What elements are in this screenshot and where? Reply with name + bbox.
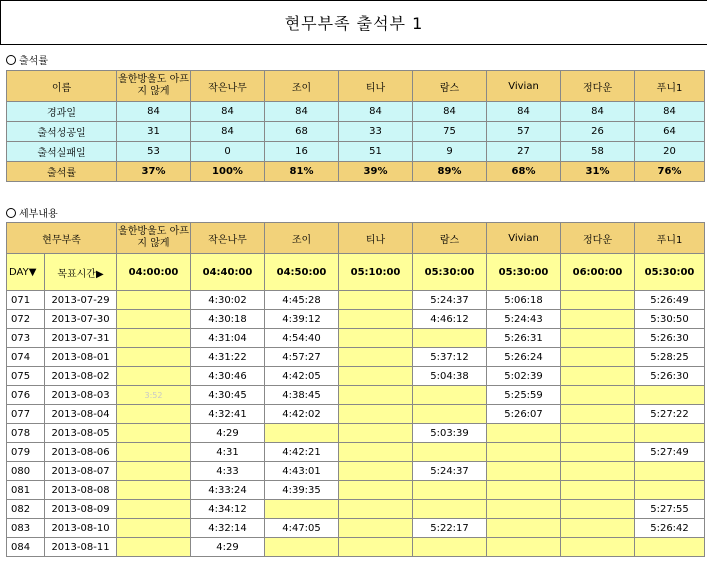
time-cell[interactable]: 5:25:59 xyxy=(487,386,561,405)
time-cell[interactable] xyxy=(339,481,413,500)
header-cell-member[interactable]: 티나 xyxy=(339,223,413,254)
time-cell[interactable]: 5:06:18 xyxy=(487,291,561,310)
time-cell[interactable]: 5:24:37 xyxy=(413,291,487,310)
summary-cell[interactable]: 0 xyxy=(191,142,265,162)
time-cell[interactable]: 5:27:55 xyxy=(635,500,705,519)
time-cell[interactable] xyxy=(339,500,413,519)
time-cell[interactable] xyxy=(487,443,561,462)
section-attendance-rate xyxy=(6,52,48,67)
time-cell[interactable]: 4:33 xyxy=(191,462,265,481)
detail-row xyxy=(7,462,705,481)
summary-cell[interactable]: 84 xyxy=(635,102,705,122)
header-cell-member[interactable]: Vivian xyxy=(487,71,561,102)
time-cell[interactable]: 5:26:49 xyxy=(635,291,705,310)
detail-row xyxy=(7,500,705,519)
time-cell[interactable]: 4:32:14 xyxy=(191,519,265,538)
date-cell[interactable]: 2013-07-29 xyxy=(45,291,117,310)
header-cell-member[interactable]: 조이 xyxy=(265,223,339,254)
day-cell[interactable]: 077 xyxy=(7,405,45,424)
time-cell[interactable] xyxy=(561,367,635,386)
date-cell[interactable]: 2013-08-08 xyxy=(45,481,117,500)
target-time-cell[interactable]: 06:00:00 xyxy=(561,254,635,291)
date-cell[interactable]: 2013-08-10 xyxy=(45,519,117,538)
target-time-label[interactable]: 목표시간▶ xyxy=(45,254,117,291)
header-cell-member[interactable]: 작은나무 xyxy=(191,71,265,102)
time-cell[interactable] xyxy=(339,291,413,310)
day-cell[interactable]: 074 xyxy=(7,348,45,367)
detail-row xyxy=(7,443,705,462)
detail-row xyxy=(7,367,705,386)
date-cell[interactable]: 2013-08-03 xyxy=(45,386,117,405)
time-cell[interactable]: 5:27:22 xyxy=(635,405,705,424)
time-cell[interactable] xyxy=(413,386,487,405)
date-cell[interactable]: 2013-08-09 xyxy=(45,500,117,519)
time-cell[interactable]: 4:29 xyxy=(191,424,265,443)
time-cell[interactable] xyxy=(117,500,191,519)
summary-row xyxy=(7,102,705,122)
target-time-row xyxy=(7,254,705,291)
header-cell-member[interactable]: 티나 xyxy=(339,71,413,102)
attendance-summary-table xyxy=(6,70,705,182)
time-cell[interactable]: 5:26:30 xyxy=(635,329,705,348)
time-cell[interactable]: 4:39:35 xyxy=(265,481,339,500)
day-cell[interactable]: 082 xyxy=(7,500,45,519)
date-cell[interactable]: 2013-08-06 xyxy=(45,443,117,462)
time-cell[interactable] xyxy=(339,310,413,329)
time-cell[interactable] xyxy=(561,481,635,500)
summary-cell[interactable]: 75 xyxy=(413,122,487,142)
day-cell[interactable]: 075 xyxy=(7,367,45,386)
time-cell[interactable]: 5:26:30 xyxy=(635,367,705,386)
day-cell[interactable]: 078 xyxy=(7,424,45,443)
time-cell[interactable] xyxy=(413,500,487,519)
summary-cell[interactable]: 84 xyxy=(339,102,413,122)
time-cell[interactable] xyxy=(561,329,635,348)
time-cell[interactable] xyxy=(117,424,191,443)
date-cell[interactable]: 2013-08-04 xyxy=(45,405,117,424)
summary-cell[interactable]: 58 xyxy=(561,142,635,162)
target-time-cell[interactable]: 05:10:00 xyxy=(339,254,413,291)
summary-cell[interactable]: 33 xyxy=(339,122,413,142)
day-cell[interactable]: 079 xyxy=(7,443,45,462)
detail-row xyxy=(7,329,705,348)
summary-cell[interactable]: 39% xyxy=(339,162,413,182)
date-cell[interactable]: 2013-08-02 xyxy=(45,367,117,386)
summary-row-label[interactable]: 출석실패일 xyxy=(7,142,117,162)
detail-row xyxy=(7,519,705,538)
summary-row-label[interactable]: 출석성공일 xyxy=(7,122,117,142)
time-cell[interactable]: 4:31:22 xyxy=(191,348,265,367)
detail-row xyxy=(7,348,705,367)
date-cell[interactable]: 2013-08-11 xyxy=(45,538,117,557)
time-cell[interactable]: 4:54:40 xyxy=(265,329,339,348)
summary-cell[interactable]: 37% xyxy=(117,162,191,182)
time-cell[interactable] xyxy=(635,538,705,557)
time-cell[interactable]: 5:28:25 xyxy=(635,348,705,367)
time-cell[interactable] xyxy=(117,405,191,424)
summary-cell[interactable]: 89% xyxy=(413,162,487,182)
time-cell[interactable] xyxy=(487,462,561,481)
time-cell[interactable] xyxy=(561,310,635,329)
time-cell[interactable] xyxy=(487,481,561,500)
time-cell[interactable] xyxy=(561,424,635,443)
day-cell[interactable]: 083 xyxy=(7,519,45,538)
time-cell[interactable]: 5:27:49 xyxy=(635,443,705,462)
time-cell[interactable]: 4:57:27 xyxy=(265,348,339,367)
header-cell-tribe[interactable]: 현무부족 xyxy=(7,223,117,254)
day-cell[interactable]: 073 xyxy=(7,329,45,348)
date-cell[interactable]: 2013-08-01 xyxy=(45,348,117,367)
target-time-cell[interactable]: 05:30:00 xyxy=(635,254,705,291)
date-cell[interactable]: 2013-07-31 xyxy=(45,329,117,348)
detail-row xyxy=(7,310,705,329)
summary-row xyxy=(7,122,705,142)
summary-cell[interactable]: 76% xyxy=(635,162,705,182)
detail-row xyxy=(7,386,705,405)
time-cell[interactable]: 4:30:45 xyxy=(191,386,265,405)
time-cell[interactable]: 4:38:45 xyxy=(265,386,339,405)
summary-cell[interactable]: 84 xyxy=(265,102,339,122)
time-cell[interactable] xyxy=(117,348,191,367)
summary-cell[interactable]: 84 xyxy=(413,102,487,122)
time-cell[interactable]: 4:34:12 xyxy=(191,500,265,519)
day-sort-label[interactable]: DAY▼ xyxy=(7,254,45,291)
time-cell[interactable] xyxy=(117,481,191,500)
day-cell[interactable]: 072 xyxy=(7,310,45,329)
header-cell-member[interactable]: 작은나무 xyxy=(191,223,265,254)
time-cell[interactable] xyxy=(117,291,191,310)
summary-row xyxy=(7,142,705,162)
detail-row xyxy=(7,424,705,443)
time-cell[interactable] xyxy=(117,367,191,386)
day-cell[interactable]: 084 xyxy=(7,538,45,557)
summary-cell[interactable]: 68 xyxy=(265,122,339,142)
section-label: 세부내용 xyxy=(19,209,58,220)
summary-cell[interactable]: 81% xyxy=(265,162,339,182)
time-cell[interactable] xyxy=(561,386,635,405)
time-cell[interactable] xyxy=(487,424,561,443)
time-cell[interactable] xyxy=(635,462,705,481)
time-cell[interactable]: 5:26:24 xyxy=(487,348,561,367)
time-cell[interactable]: 4:46:12 xyxy=(413,310,487,329)
date-cell[interactable]: 2013-08-05 xyxy=(45,424,117,443)
time-cell[interactable] xyxy=(117,462,191,481)
day-cell[interactable]: 080 xyxy=(7,462,45,481)
header-cell-member[interactable]: 람스 xyxy=(413,223,487,254)
time-cell[interactable] xyxy=(561,519,635,538)
summary-cell[interactable]: 100% xyxy=(191,162,265,182)
time-cell[interactable]: 4:30:18 xyxy=(191,310,265,329)
time-cell[interactable] xyxy=(561,500,635,519)
summary-cell[interactable]: 9 xyxy=(413,142,487,162)
date-cell[interactable]: 2013-08-07 xyxy=(45,462,117,481)
time-cell[interactable]: 5:30:50 xyxy=(635,310,705,329)
header-cell-member[interactable]: 정다운 xyxy=(561,71,635,102)
time-cell[interactable]: 5:04:38 xyxy=(413,367,487,386)
time-cell[interactable]: 4:42:21 xyxy=(265,443,339,462)
time-cell[interactable]: 5:26:07 xyxy=(487,405,561,424)
summary-cell[interactable]: 27 xyxy=(487,142,561,162)
time-cell[interactable] xyxy=(413,329,487,348)
time-cell[interactable] xyxy=(561,405,635,424)
date-cell[interactable]: 2013-07-30 xyxy=(45,310,117,329)
summary-cell[interactable]: 31 xyxy=(117,122,191,142)
time-cell[interactable] xyxy=(117,519,191,538)
time-cell[interactable] xyxy=(413,405,487,424)
time-cell[interactable] xyxy=(339,519,413,538)
time-cell[interactable]: 4:32:41 xyxy=(191,405,265,424)
time-cell[interactable] xyxy=(413,443,487,462)
header-cell-member[interactable]: 푸니1 xyxy=(635,71,705,102)
time-cell[interactable]: 5:03:39 xyxy=(413,424,487,443)
time-cell[interactable]: 5:26:42 xyxy=(635,519,705,538)
time-cell[interactable]: 4:30:02 xyxy=(191,291,265,310)
summary-cell[interactable]: 51 xyxy=(339,142,413,162)
time-cell[interactable] xyxy=(487,538,561,557)
time-cell[interactable] xyxy=(487,519,561,538)
time-cell[interactable] xyxy=(339,405,413,424)
circle-icon xyxy=(6,55,16,65)
detail-row xyxy=(7,481,705,500)
time-cell[interactable] xyxy=(635,386,705,405)
time-cell[interactable]: 4:43:01 xyxy=(265,462,339,481)
time-cell[interactable]: 5:37:12 xyxy=(413,348,487,367)
time-cell[interactable]: 4:33:24 xyxy=(191,481,265,500)
time-cell[interactable] xyxy=(561,538,635,557)
time-cell[interactable]: 4:42:05 xyxy=(265,367,339,386)
time-cell[interactable] xyxy=(339,424,413,443)
target-time-cell[interactable]: 04:00:00 xyxy=(117,254,191,291)
time-cell[interactable] xyxy=(561,348,635,367)
summary-row-label[interactable]: 경과일 xyxy=(7,102,117,122)
day-cell[interactable]: 081 xyxy=(7,481,45,500)
time-cell[interactable] xyxy=(339,538,413,557)
section-label: 출석률 xyxy=(19,56,48,67)
time-cell[interactable]: 5:26:31 xyxy=(487,329,561,348)
summary-cell[interactable]: 57 xyxy=(487,122,561,142)
time-cell[interactable] xyxy=(117,310,191,329)
time-cell[interactable]: 4:39:12 xyxy=(265,310,339,329)
summary-cell[interactable]: 53 xyxy=(117,142,191,162)
summary-cell[interactable]: 16 xyxy=(265,142,339,162)
time-cell[interactable] xyxy=(265,424,339,443)
header-cell-member[interactable]: 람스 xyxy=(413,71,487,102)
header-cell-member[interactable]: 조이 xyxy=(265,71,339,102)
summary-cell[interactable]: 84 xyxy=(191,102,265,122)
circle-icon xyxy=(6,208,16,218)
detail-row xyxy=(7,538,705,557)
time-cell[interactable] xyxy=(339,462,413,481)
attendance-detail-table xyxy=(6,222,705,557)
detail-row xyxy=(7,291,705,310)
time-cell[interactable] xyxy=(117,538,191,557)
summary-cell[interactable]: 84 xyxy=(191,122,265,142)
time-cell[interactable]: 3:52 xyxy=(117,386,191,405)
day-cell[interactable]: 076 xyxy=(7,386,45,405)
time-cell[interactable] xyxy=(265,500,339,519)
time-cell[interactable] xyxy=(561,462,635,481)
time-cell[interactable] xyxy=(561,291,635,310)
summary-cell[interactable]: 64 xyxy=(635,122,705,142)
time-cell[interactable] xyxy=(635,481,705,500)
time-cell[interactable] xyxy=(339,348,413,367)
time-cell[interactable]: 4:30:46 xyxy=(191,367,265,386)
summary-cell[interactable]: 26 xyxy=(561,122,635,142)
summary-header-row xyxy=(7,71,705,102)
time-cell[interactable] xyxy=(117,443,191,462)
time-cell[interactable] xyxy=(561,443,635,462)
time-cell[interactable]: 4:47:05 xyxy=(265,519,339,538)
target-time-cell[interactable]: 04:50:00 xyxy=(265,254,339,291)
header-cell-member[interactable]: Vivian xyxy=(487,223,561,254)
time-cell[interactable] xyxy=(117,329,191,348)
time-cell[interactable] xyxy=(413,481,487,500)
time-cell[interactable] xyxy=(487,500,561,519)
time-cell[interactable]: 4:29 xyxy=(191,538,265,557)
header-cell-member[interactable]: 정다운 xyxy=(561,223,635,254)
summary-row xyxy=(7,162,705,182)
summary-row-label[interactable]: 출석률 xyxy=(7,162,117,182)
detail-row xyxy=(7,405,705,424)
time-cell[interactable]: 4:45:28 xyxy=(265,291,339,310)
time-cell[interactable] xyxy=(339,443,413,462)
target-time-cell[interactable]: 04:40:00 xyxy=(191,254,265,291)
time-cell[interactable]: 4:42:02 xyxy=(265,405,339,424)
header-cell-name[interactable]: 이름 xyxy=(7,71,117,102)
summary-cell[interactable]: 20 xyxy=(635,142,705,162)
summary-cell[interactable]: 84 xyxy=(487,102,561,122)
time-cell[interactable] xyxy=(265,538,339,557)
summary-cell[interactable]: 31% xyxy=(561,162,635,182)
time-cell[interactable]: 5:24:37 xyxy=(413,462,487,481)
time-cell[interactable]: 4:31:04 xyxy=(191,329,265,348)
time-cell[interactable] xyxy=(339,386,413,405)
time-cell[interactable]: 5:22:17 xyxy=(413,519,487,538)
section-detail xyxy=(6,205,58,220)
time-cell[interactable] xyxy=(635,424,705,443)
target-time-cell[interactable]: 05:30:00 xyxy=(487,254,561,291)
header-cell-member[interactable]: 울한방울도 아프지 않게 xyxy=(117,223,191,254)
sheet-title: 현무부족 출석부 1 xyxy=(0,0,707,45)
header-cell-member[interactable]: 푸니1 xyxy=(635,223,705,254)
time-cell[interactable] xyxy=(413,538,487,557)
header-cell-member[interactable]: 울한방울도 아프지 않게 xyxy=(117,71,191,102)
summary-cell[interactable]: 84 xyxy=(117,102,191,122)
summary-cell[interactable]: 84 xyxy=(561,102,635,122)
target-time-cell[interactable]: 05:30:00 xyxy=(413,254,487,291)
time-cell[interactable]: 4:31 xyxy=(191,443,265,462)
time-cell[interactable] xyxy=(339,329,413,348)
time-cell[interactable]: 5:02:39 xyxy=(487,367,561,386)
summary-cell[interactable]: 68% xyxy=(487,162,561,182)
time-cell[interactable]: 5:24:43 xyxy=(487,310,561,329)
time-cell[interactable] xyxy=(339,367,413,386)
day-cell[interactable]: 071 xyxy=(7,291,45,310)
detail-header-row xyxy=(7,223,705,254)
